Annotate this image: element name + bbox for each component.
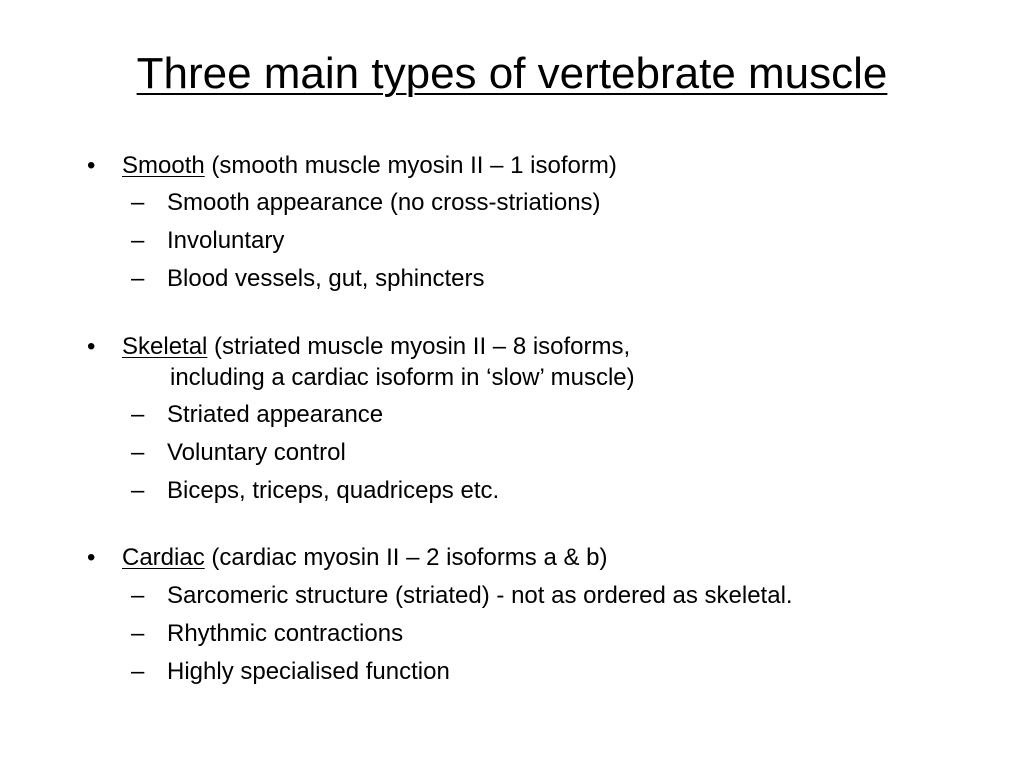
dash-icon: – <box>131 189 145 216</box>
section-heading: Smooth <box>122 152 205 179</box>
dash-icon: – <box>131 227 145 254</box>
dash-icon: – <box>131 477 145 504</box>
bullet-icon: • <box>87 152 96 179</box>
sub-item: Smooth appearance (no cross-striations) <box>167 189 601 216</box>
bullet-icon: • <box>87 544 96 571</box>
slide-title-text: Three main types of vertebrate muscle <box>136 49 888 98</box>
slide-title <box>0 44 1024 104</box>
sub-item: Involuntary <box>167 227 285 254</box>
section-detail: (smooth muscle myosin II – 1 isoform) <box>204 152 617 179</box>
dash-icon: – <box>131 620 145 647</box>
section-heading-line <box>122 544 608 572</box>
sub-item: Blood vessels, gut, sphincters <box>167 265 485 292</box>
sub-item: Striated appearance <box>167 401 384 428</box>
sub-item: Sarcomeric structure (striated) - not as ordered as skeletal. <box>167 582 793 609</box>
dash-icon: – <box>131 658 145 685</box>
section-detail: (cardiac myosin II – 2 isoforms a & b) <box>204 544 608 571</box>
sub-item: Highly specialised function <box>167 658 450 685</box>
sub-item: Voluntary control <box>167 439 346 466</box>
section-heading: Cardiac <box>122 544 205 571</box>
dash-icon: – <box>131 401 145 428</box>
section-heading: Skeletal <box>122 333 208 360</box>
dash-icon: – <box>131 582 145 609</box>
sub-item: Biceps, triceps, quadriceps etc. <box>167 477 500 504</box>
section-heading-line <box>122 152 617 180</box>
dash-icon: – <box>131 439 145 466</box>
dash-icon: – <box>131 265 145 292</box>
section-heading-line <box>122 333 630 361</box>
section-detail-continuation: including a cardiac isoform in ‘slow’ muscle) <box>170 364 635 391</box>
section-detail: (striated muscle myosin II – 8 isoforms, <box>207 333 631 360</box>
sub-item: Rhythmic contractions <box>167 620 404 647</box>
bullet-icon: • <box>87 333 96 360</box>
